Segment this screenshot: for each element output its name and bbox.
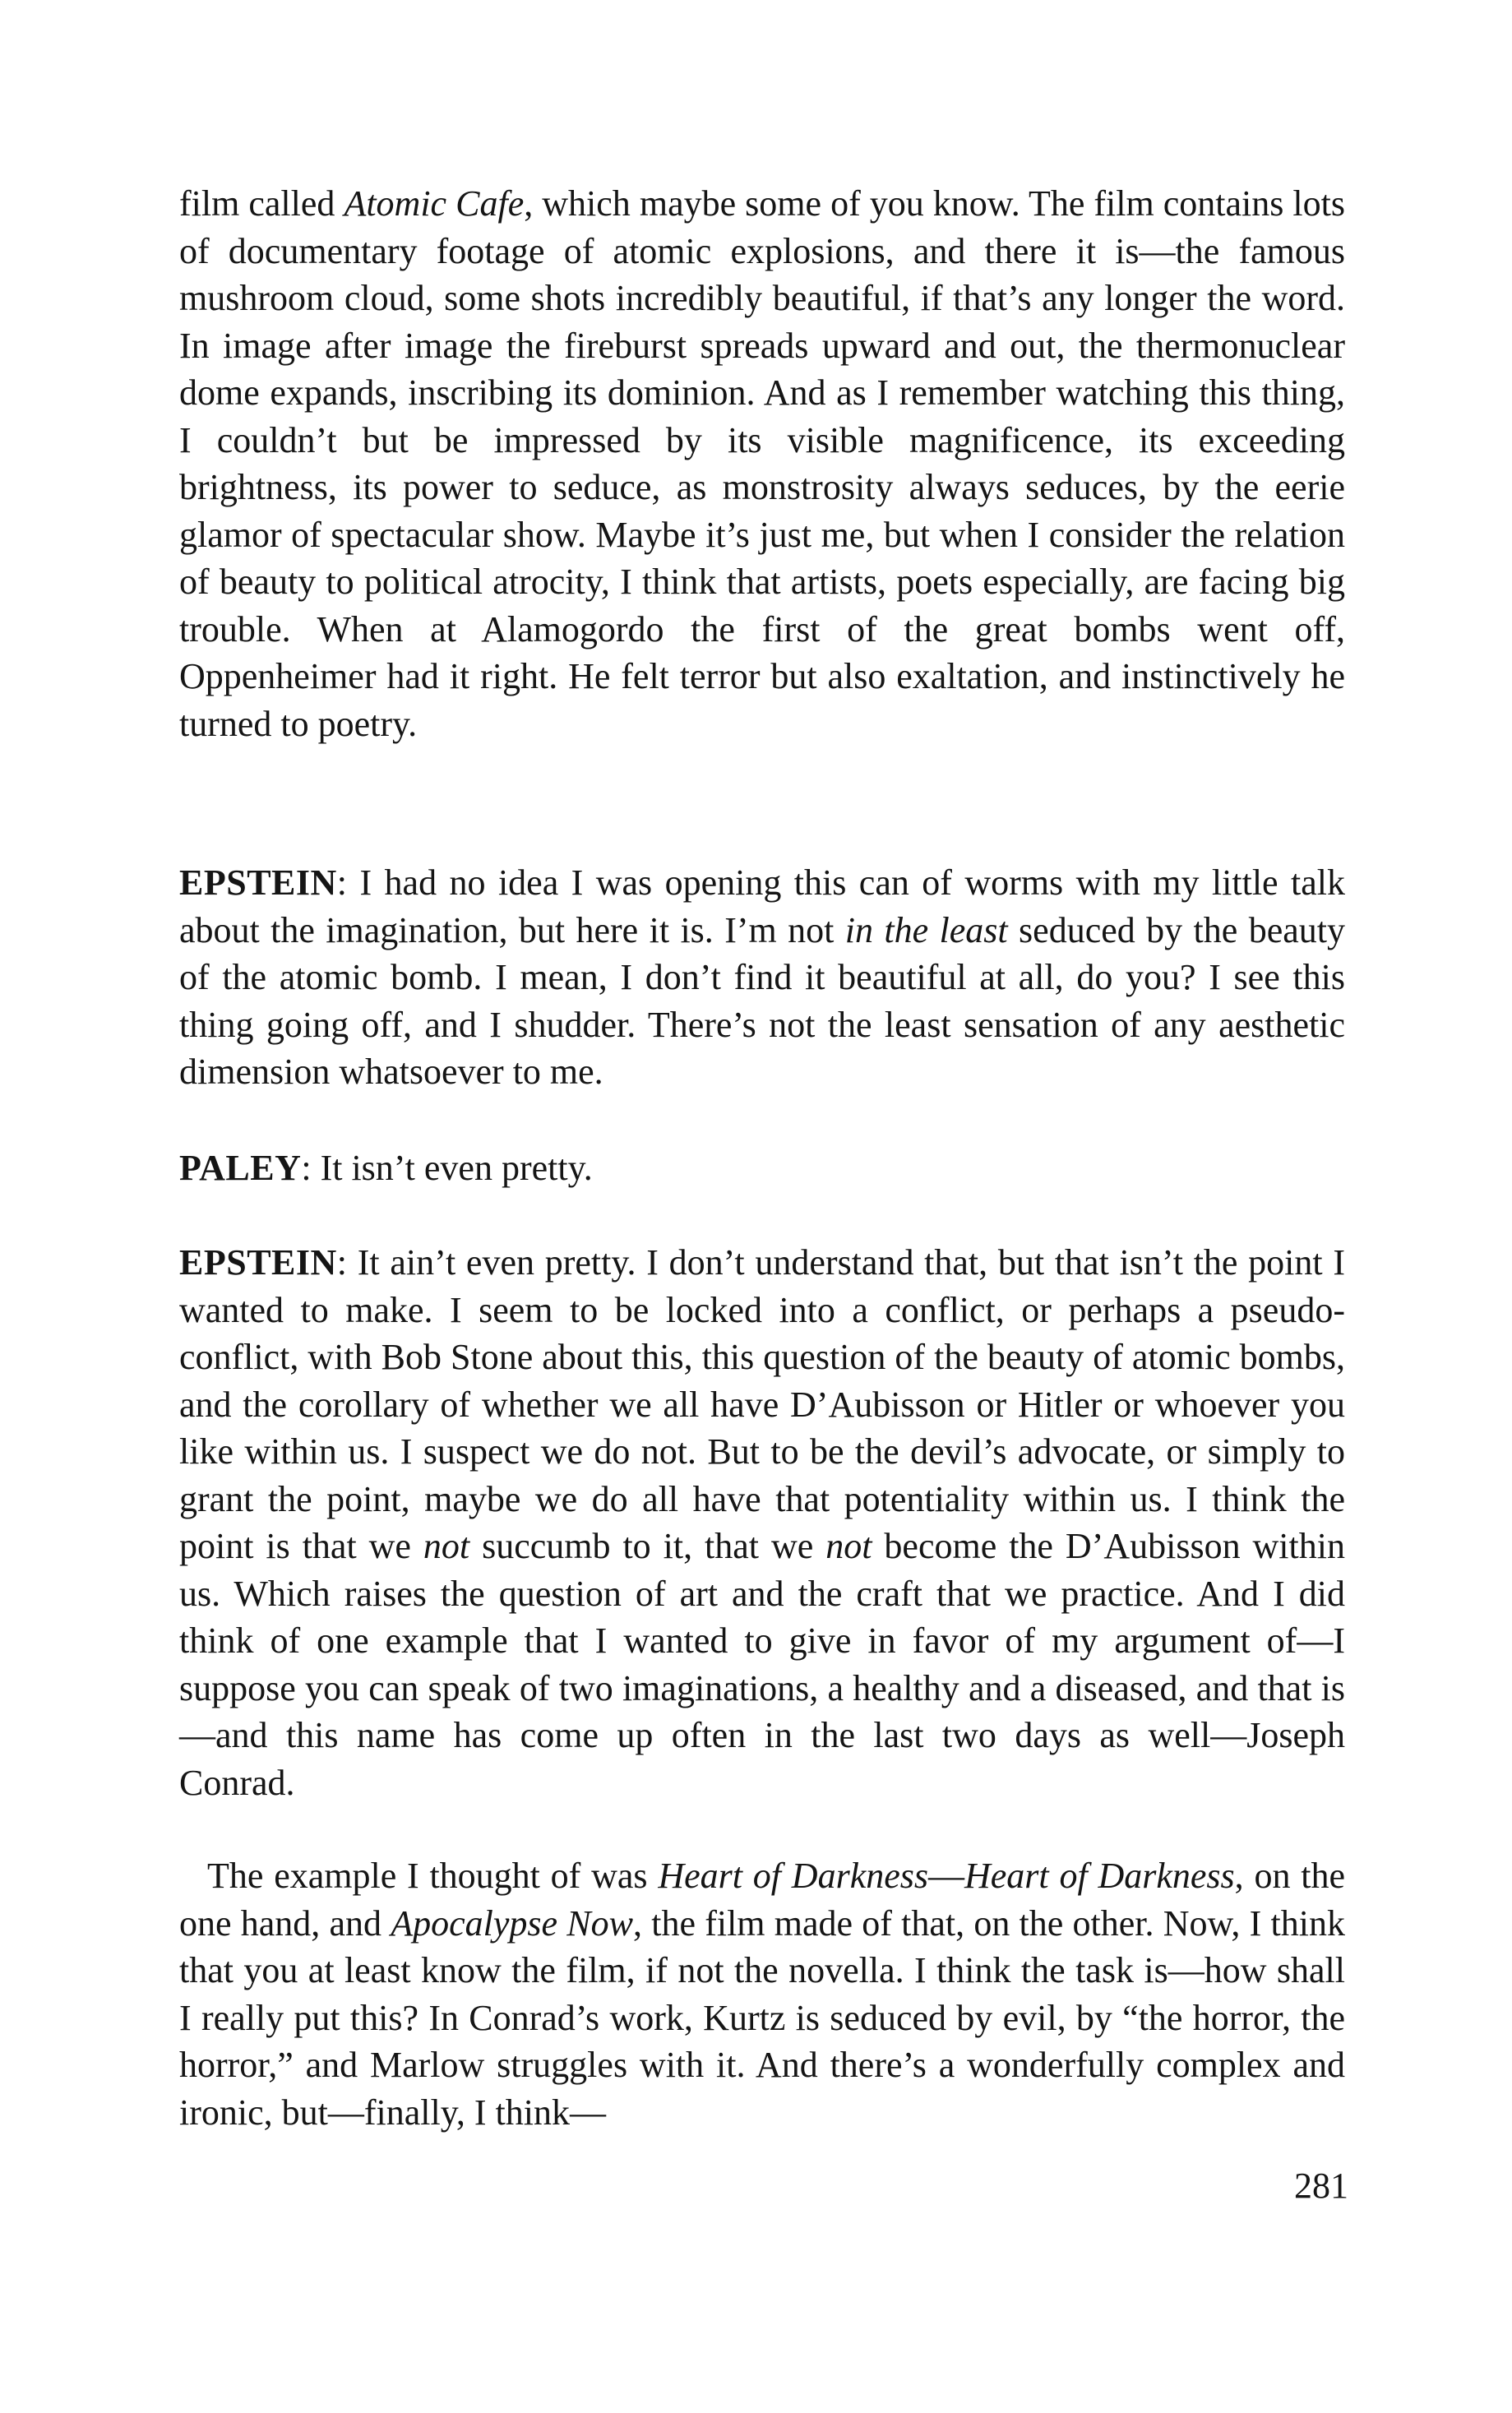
paragraph-text bbox=[179, 1239, 1345, 1806]
speaker-name: PALEY bbox=[179, 1148, 302, 1188]
film-title-apocalypse-now: Apocalypse Now bbox=[391, 1902, 633, 1944]
text-run: , on the one hand, and bbox=[179, 1856, 1345, 1944]
text-run: — bbox=[928, 1856, 964, 1896]
paragraph-continuation bbox=[179, 180, 1345, 747]
paragraph-epstein-1 bbox=[179, 859, 1345, 1096]
text-run: The example I thought of was bbox=[207, 1856, 659, 1896]
book-title-heart-of-darkness: Heart of Darkness bbox=[658, 1856, 928, 1896]
book-title-heart-of-darkness: Heart of Darkness bbox=[964, 1856, 1235, 1896]
paragraph-text bbox=[179, 1144, 1345, 1192]
paragraph-text bbox=[179, 1852, 1345, 2136]
text-run: film called bbox=[179, 183, 344, 224]
text-run: become the D’Aubisson within us. Which raises the question of art and the craft that we practice. And I did think of one example that I wanted to give in favor of my argument of—I suppose you can speak of two imaginations, a healthy and a diseased, and that is—and this name has come up often in the last two days as well—Joseph Conrad. bbox=[179, 1526, 1345, 1803]
text-run: succumb to it, that we bbox=[469, 1526, 826, 1566]
text-run: seduced by the beauty of the atomic bomb. I mean, I don’t find it beautiful at all, do you? I see this thing going off, and I shudder. There’s not the least sensation of any aesthetic dimension whatsoever to me. bbox=[179, 909, 1345, 1092]
speaker-name: EPSTEIN bbox=[179, 862, 337, 903]
text-run: : It ain’t even pretty. I don’t understand that, but that isn’t the point I wanted to make. I seem to be locked into a conflict, or perhaps a pseudo-conflict, with Bob Stone about this, this question of the beauty of atomic bombs, and the corollary of whether we all have D’Aubisson or Hitler or whoever you like within us. I suspect we do not. But to be the devil’s advocate, or simply to grant the point, maybe we do all have that potentiality within us. I think the point is that we bbox=[179, 1242, 1345, 1566]
emphasis-text: in the least bbox=[844, 909, 1008, 950]
paragraph-text bbox=[179, 180, 1345, 747]
paragraph-paley bbox=[179, 1144, 1345, 1192]
paragraph-epstein-2 bbox=[179, 1239, 1345, 1806]
emphasis-text: not bbox=[825, 1526, 872, 1566]
paragraph-text bbox=[179, 859, 1345, 1096]
paragraph-epstein-3 bbox=[179, 1852, 1345, 2136]
text-run: : It isn’t even pretty. bbox=[301, 1148, 593, 1188]
text-run: : I had no idea I was opening this can of worms with my little talk about the imagination, but here it is. I’m not bbox=[179, 862, 1345, 950]
page-number: 281 bbox=[1294, 2166, 1348, 2206]
speaker-name: EPSTEIN bbox=[179, 1242, 337, 1283]
text-run: , which maybe some of you know. The film contains lots of documentary footage of atomic explosions, and there it is—the famous mushroom cloud, some shots incredibly beautiful, if that’s any longer the word. In image after image the fireburst spreads upward and out, the thermonuclear dome expands, inscribing its dominion. And as I remember watching this thing, I couldn’t but be impressed by its visible magnificence, its exceeding brightness, its power to seduce, as monstrosity always seduces, by the eerie glamor of spectacular show. Maybe it’s just me, but when I consider the relation of beauty to political atrocity, I think that artists, poets especially, are facing big trouble. When at Alamogordo the first of the great bombs went off, Oppenheimer had it right. He felt terror but also exaltation, and instinctively he turned to poetry. bbox=[179, 183, 1346, 744]
film-title-atomic-cafe: Atomic Cafe bbox=[344, 183, 525, 224]
text-run: , the film made of that, on the other. Now, I think that you at least know the film, if not the novella. I think the task is—how shall I really put this? In Conrad’s work, Kurtz is seduced by evil, by “the horror, the horror,” and Marlow struggles with it. And there’s a wonderfully complex and ironic, but—finally, I think— bbox=[179, 1902, 1345, 2133]
emphasis-text: not bbox=[423, 1526, 470, 1566]
